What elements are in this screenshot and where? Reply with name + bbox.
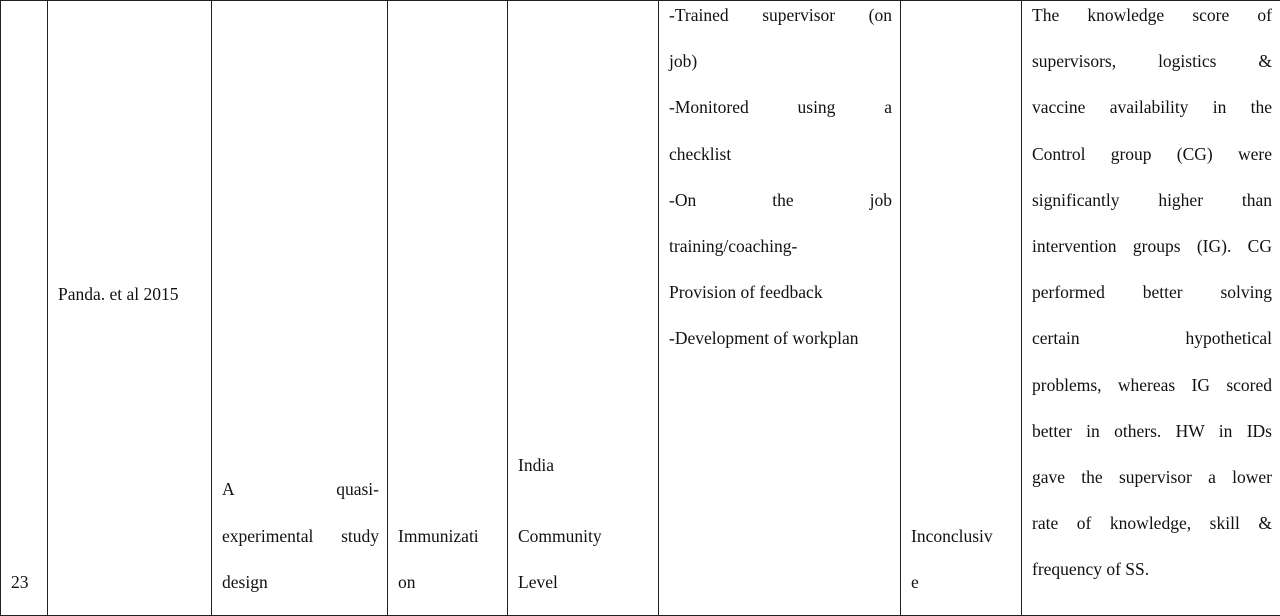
intervention-cell — [659, 1, 901, 616]
setting-country: India — [518, 442, 650, 488]
row-number-cell — [1, 1, 48, 616]
focus-area-cell — [388, 1, 508, 616]
findings-line: certain hypothetical — [1032, 315, 1272, 361]
findings-line: rate of knowledge, skill & — [1032, 500, 1272, 546]
intervention-line: -Monitored using a — [669, 84, 892, 130]
intervention-line: -On the job — [669, 177, 892, 223]
findings-cell — [1022, 1, 1280, 616]
findings-line: performed better solving — [1032, 269, 1272, 315]
intervention-line: job) — [669, 38, 892, 84]
findings-line: frequency of SS. — [1032, 546, 1272, 592]
findings-line: vaccine availability in the — [1032, 84, 1272, 130]
findings-line: problems, whereas IG scored — [1032, 362, 1272, 408]
author-year: Panda. et al 2015 — [58, 284, 179, 304]
focus-area-line: on — [398, 559, 499, 605]
intervention-line: checklist — [669, 131, 892, 177]
setting-level-line: Level — [518, 559, 650, 605]
findings-line: better in others. HW in IDs — [1032, 408, 1272, 454]
intervention-line: -Development of workplan — [669, 315, 892, 361]
findings-line: intervention groups (IG). CG — [1032, 223, 1272, 269]
focus-area-line: Immunizati — [398, 513, 499, 559]
intervention-line: Provision of feedback — [669, 269, 892, 315]
findings-line: significantly higher than — [1032, 177, 1272, 223]
setting-cell — [508, 1, 659, 616]
study-design-line: design — [222, 559, 379, 605]
table-row — [1, 1, 1280, 616]
study-design-line: experimental study — [222, 513, 379, 559]
intervention-line: training/coaching- — [669, 223, 892, 269]
findings-line: supervisors, logistics & — [1032, 38, 1272, 84]
findings-line: Control group (CG) were — [1032, 131, 1272, 177]
result-line: Inconclusiv — [911, 513, 1013, 559]
study-design-line: A quasi- — [222, 466, 379, 512]
result-cell — [901, 1, 1022, 616]
findings-line: The knowledge score of — [1032, 1, 1272, 39]
intervention-line: -Trained supervisor (on — [669, 1, 892, 39]
setting-level-line: Community — [518, 513, 650, 559]
row-number: 23 — [11, 572, 29, 592]
study-design-cell — [212, 1, 388, 616]
author-cell — [48, 1, 212, 616]
findings-line: gave the supervisor a lower — [1032, 454, 1272, 500]
result-line: e — [911, 559, 1013, 605]
